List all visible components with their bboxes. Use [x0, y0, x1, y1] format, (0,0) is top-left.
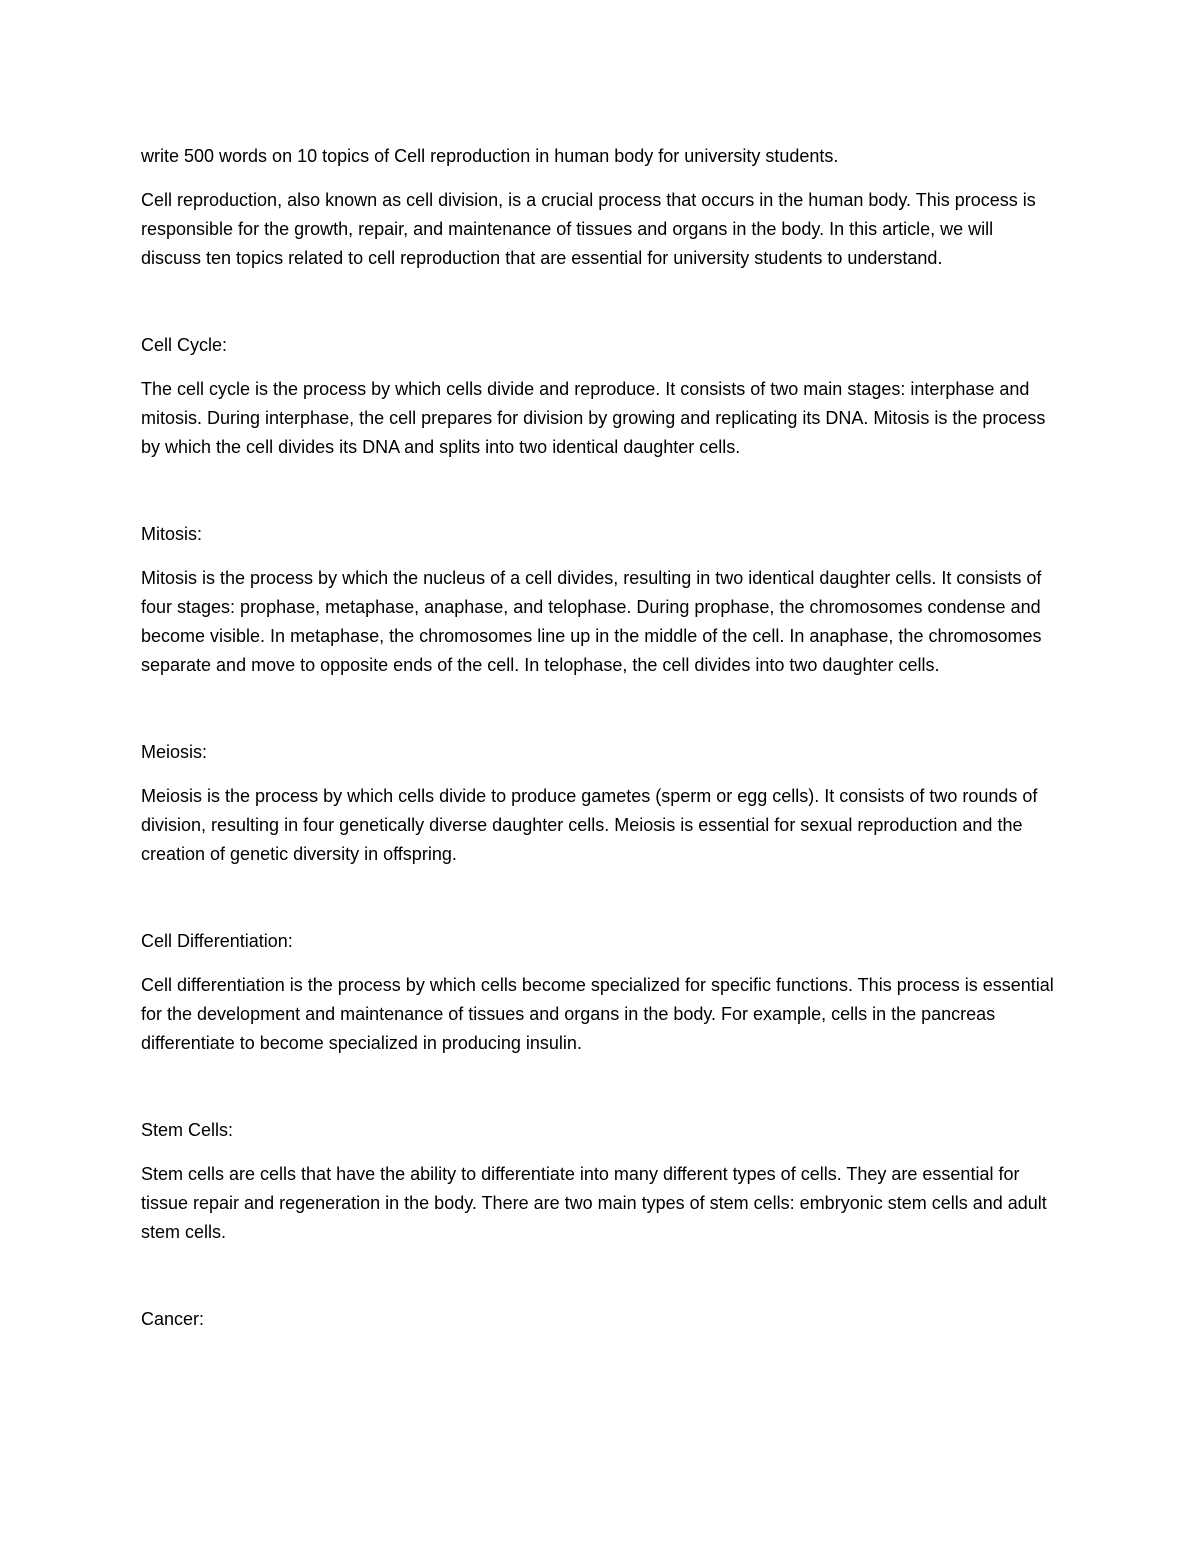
section-heading-mitosis: Mitosis: — [141, 524, 203, 544]
section-heading-cell-differentiation: Cell Differentiation: — [141, 931, 293, 951]
section-body-stem-cells: Stem cells are cells that have the ability to differentiate into many different types of cells. They are essential for tissue repair and regeneration in the body. There are two main types of stem cells: embryonic stem cells and adult stem cells. — [141, 1164, 1047, 1242]
section-heading-stem-cells: Stem Cells: — [141, 1120, 234, 1140]
section-heading-meiosis: Meiosis: — [141, 742, 208, 762]
section-heading-cancer: Cancer: — [141, 1309, 205, 1329]
section-body-meiosis: Meiosis is the process by which cells divide to produce gametes (sperm or egg cells). It consists of two rounds of division, resulting in four genetically diverse daughter cells. Meiosis is essential for sexual reproduction and the creation of genetic diversity in offspring. — [141, 786, 1038, 864]
section-body-cell-differentiation: Cell differentiation is the process by which cells become specialized for specific functions. This process is essential for the development and maintenance of tissues and organs in the body. For example, cells in the pancreas differentiate to become specialized in producing insulin. — [141, 975, 1054, 1053]
intro-paragraph: Cell reproduction, also known as cell division, is a crucial process that occurs in the human body. This process is responsible for the growth, repair, and maintenance of tissues and organs in the body. In this article, we will discuss ten topics related to cell reproduction that are essential for university students to understand. — [141, 190, 1036, 268]
section-body-mitosis: Mitosis is the process by which the nucleus of a cell divides, resulting in two identical daughter cells. It consists of four stages: prophase, metaphase, anaphase, and telophase. During prophase, the chromosomes condense and become visible. In metaphase, the chromosomes line up in the middle of the cell. In anaphase, the chromosomes separate and move to opposite ends of the cell. In telophase, the cell divides into two daughter cells. — [141, 568, 1042, 675]
document-content — [141, 142, 1056, 1349]
prompt-text: write 500 words on 10 topics of Cell reproduction in human body for university students. — [141, 146, 839, 166]
section-heading-cell-cycle: Cell Cycle: — [141, 335, 228, 355]
section-body-cell-cycle: The cell cycle is the process by which cells divide and reproduce. It consists of two main stages: interphase and mitosis. During interphase, the cell prepares for division by growing and replicating its DNA. Mitosis is the process by which the cell divides its DNA and splits into two identical daughter cells. — [141, 379, 1046, 457]
